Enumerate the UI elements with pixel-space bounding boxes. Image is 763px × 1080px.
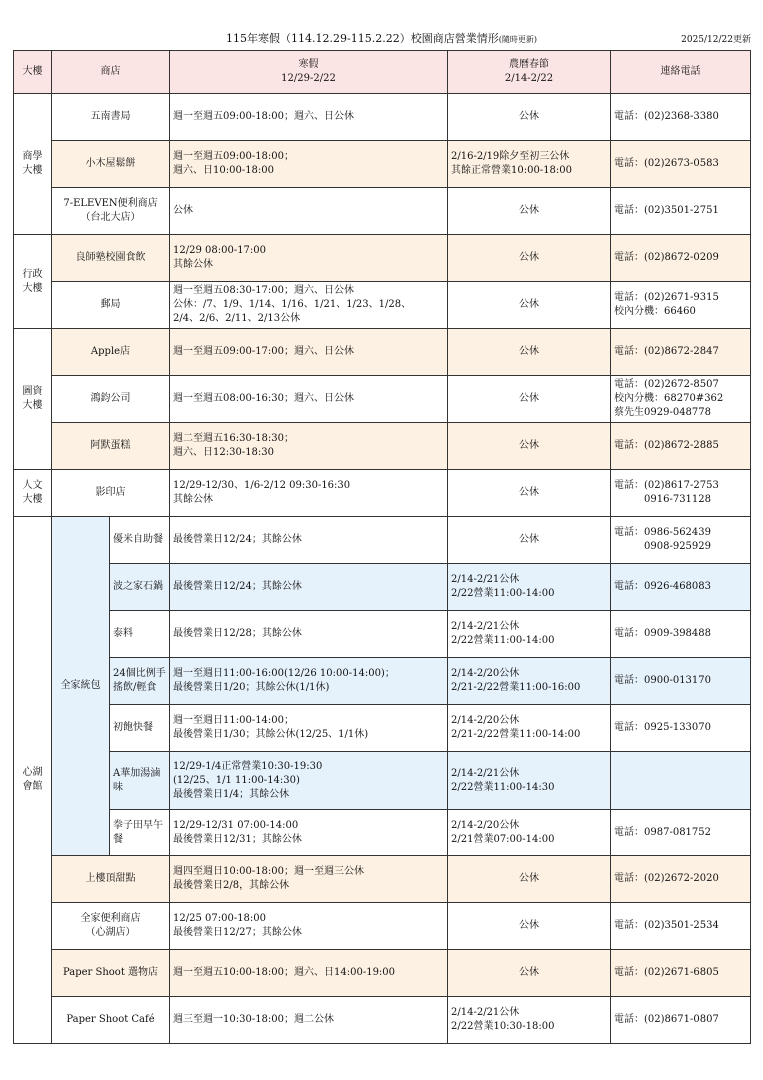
table-row xyxy=(14,188,751,235)
winter-cell: 最後營業日12/24；其餘公休 xyxy=(170,517,448,564)
contact-cell: 電話：(02)8671-0807 xyxy=(611,997,751,1044)
contact-cell: 電話：(02)8672-0209 xyxy=(611,235,751,282)
store-cell: 全家便利商店 （心湖店） xyxy=(52,903,170,950)
lunar-cell: 2/14-2/20公休 2/21營業07:00-14:00 xyxy=(448,810,611,856)
lunar-cell: 公休 xyxy=(448,329,611,376)
lunar-cell: 公休 xyxy=(448,235,611,282)
store-cell: 泰料 xyxy=(110,611,170,658)
store-cell: 五南書局 xyxy=(52,94,170,141)
contact-cell: 電話：(02)2671-6805 xyxy=(611,950,751,997)
winter-cell: 週一至週五08:30-17:00；週六、日公休 公休：/7、1/9、1/14、1/16、1/21、1/23、1/28、 2/4、2/6、2/11、2/13公休 xyxy=(170,282,448,329)
header-row xyxy=(14,51,751,94)
winter-cell: 最後營業日12/28；其餘公休 xyxy=(170,611,448,658)
contact-cell: 電話：(02)2673-0583 xyxy=(611,141,751,188)
winter-cell: 12/29-12/30、1/6-2/12 09:30-16:30 其餘公休 xyxy=(170,470,448,517)
lunar-cell: 2/14-2/21公休 2/22營業11:00-14:00 xyxy=(448,564,611,611)
table-row xyxy=(14,705,751,752)
store-cell: 小木屋鬆餅 xyxy=(52,141,170,188)
table-row xyxy=(14,470,751,517)
contact-cell: 電話：(02)2672-2020 xyxy=(611,856,751,903)
contact-cell: 電話：(02)8617-2753 0916-731128 xyxy=(611,470,751,517)
updated-date: 2025/12/22更新 xyxy=(681,35,751,45)
winter-cell: 12/29-12/31 07:00-14:00 最後營業日12/31；其餘公休 xyxy=(170,810,448,856)
header-lunar: 農曆春節 2/14-2/22 xyxy=(448,51,611,94)
contact-cell: 電話：0900-013170 xyxy=(611,658,751,705)
winter-cell: 週二至週五16:30-18:30； 週六、日12:30-18:30 xyxy=(170,423,448,470)
winter-cell: 週一至週五09:00-17:00；週六、日公休 xyxy=(170,329,448,376)
contact-cell: 電話：0987-081752 xyxy=(611,810,751,856)
lunar-cell: 公休 xyxy=(448,423,611,470)
group-cell: 全家統包 xyxy=(52,517,110,856)
winter-cell: 週四至週日10:00-18:00；週一至週三公休 最後營業日2/8，其餘公休 xyxy=(170,856,448,903)
store-cell: 鴻鈞公司 xyxy=(52,376,170,423)
building-cell: 心湖 會館 xyxy=(14,517,52,1044)
winter-cell: 12/29 08:00-17:00 其餘公休 xyxy=(170,235,448,282)
store-cell: A華加湯滷味 xyxy=(110,752,170,810)
lunar-cell: 公休 xyxy=(448,517,611,564)
contact-cell: 電話：(02)3501-2751 xyxy=(611,188,751,235)
contact-cell: 電話：0926-468083 xyxy=(611,564,751,611)
table-row xyxy=(14,611,751,658)
winter-cell: 12/29-1/4正常營業10:30-19:30 (12/25、1/1 11:00-14:30) 最後營業日1/4；其餘公休 xyxy=(170,752,448,810)
store-cell: Paper Shoot 選物店 xyxy=(52,950,170,997)
header-winter: 寒假 12/29-2/22 xyxy=(170,51,448,94)
table-row xyxy=(14,564,751,611)
winter-cell: 12/25 07:00-18:00 最後營業日12/27；其餘公休 xyxy=(170,903,448,950)
table-row xyxy=(14,282,751,329)
contact-cell: 電話：(02)3501-2534 xyxy=(611,903,751,950)
contact-cell: 電話：(02)8672-2885 xyxy=(611,423,751,470)
header-contact: 連絡電話 xyxy=(611,51,751,94)
lunar-cell: 2/16-2/19除夕至初三公休 其餘正常營業10:00-18:00 xyxy=(448,141,611,188)
table-row xyxy=(14,950,751,997)
contact-cell: 電話：(02)2671-9315 校內分機：66460 xyxy=(611,282,751,329)
table-row xyxy=(14,810,751,856)
building-cell: 人文 大樓 xyxy=(14,470,52,517)
contact-cell: 電話：0909-398488 xyxy=(611,611,751,658)
lunar-cell: 2/14-2/20公休 2/21-2/22營業11:00-16:00 xyxy=(448,658,611,705)
table-row xyxy=(14,517,751,564)
winter-cell: 週一至週五09:00-18:00；週六、日公休 xyxy=(170,94,448,141)
building-cell: 圖資 大樓 xyxy=(14,329,52,470)
table-row xyxy=(14,423,751,470)
contact-cell xyxy=(611,752,751,810)
store-cell: 初飽快餐 xyxy=(110,705,170,752)
winter-cell: 週一至週日11:00-14:00； 最後營業日1/30；其餘公休(12/25、1/1休) xyxy=(170,705,448,752)
header-store: 商店 xyxy=(52,51,170,94)
title-note: (隨時更新) xyxy=(498,35,537,44)
store-cell: Paper Shoot Café xyxy=(52,997,170,1044)
lunar-cell: 公休 xyxy=(448,376,611,423)
contact-cell: 電話：0986-562439 0908-925929 xyxy=(611,517,751,564)
lunar-cell: 2/14-2/20公休 2/21-2/22營業11:00-14:00 xyxy=(448,705,611,752)
lunar-cell: 公休 xyxy=(448,903,611,950)
winter-cell: 週三至週一10:30-18:00；週二公休 xyxy=(170,997,448,1044)
page-title xyxy=(0,30,763,46)
store-cell: 郵局 xyxy=(52,282,170,329)
store-hours-table xyxy=(13,50,751,1044)
building-cell: 行政 大樓 xyxy=(14,235,52,329)
winter-cell: 公休 xyxy=(170,188,448,235)
store-cell: 優米自助餐 xyxy=(110,517,170,564)
store-cell: 拳子田早午餐 xyxy=(110,810,170,856)
store-cell: 7-ELEVEN便利商店 （台北大店） xyxy=(52,188,170,235)
winter-cell: 週一至週五08:00-16:30；週六、日公休 xyxy=(170,376,448,423)
table-row xyxy=(14,658,751,705)
table-row xyxy=(14,376,751,423)
store-cell: 24個比例手搖飲/輕食 xyxy=(110,658,170,705)
contact-cell: 電話：(02)8672-2847 xyxy=(611,329,751,376)
store-cell: Apple店 xyxy=(52,329,170,376)
store-cell: 影印店 xyxy=(52,470,170,517)
winter-cell: 最後營業日12/24；其餘公休 xyxy=(170,564,448,611)
table-row xyxy=(14,752,751,810)
lunar-cell: 公休 xyxy=(448,950,611,997)
building-cell: 商學 大樓 xyxy=(14,94,52,235)
store-cell: 阿默蛋糕 xyxy=(52,423,170,470)
winter-cell: 週一至週日11:00-16:00(12/26 10:00-14:00)； 最後營業日1/20；其餘公休(1/1休) xyxy=(170,658,448,705)
table-row xyxy=(14,997,751,1044)
table-row xyxy=(14,94,751,141)
winter-cell: 週一至週五10:00-18:00；週六、日14:00-19:00 xyxy=(170,950,448,997)
lunar-cell: 公休 xyxy=(448,282,611,329)
table-row xyxy=(14,235,751,282)
lunar-cell: 公休 xyxy=(448,94,611,141)
store-cell: 波之家石鍋 xyxy=(110,564,170,611)
lunar-cell: 2/14-2/21公休 2/22營業11:00-14:30 xyxy=(448,752,611,810)
contact-cell: 電話：(02)2672-8507 校內分機：68270#362 蔡先生0929-048778 xyxy=(611,376,751,423)
contact-cell: 電話：0925-133070 xyxy=(611,705,751,752)
table-row xyxy=(14,141,751,188)
lunar-cell: 2/14-2/21公休 2/22營業10:30-18:00 xyxy=(448,997,611,1044)
lunar-cell: 公休 xyxy=(448,856,611,903)
title-text: 115年寒假（114.12.29-115.2.22）校園商店營業情形 xyxy=(226,32,499,45)
lunar-cell: 公休 xyxy=(448,188,611,235)
table-row xyxy=(14,329,751,376)
table-row xyxy=(14,856,751,903)
lunar-cell: 公休 xyxy=(448,470,611,517)
lunar-cell: 2/14-2/21公休 2/22營業11:00-14:00 xyxy=(448,611,611,658)
winter-cell: 週一至週五09:00-18:00； 週六、日10:00-18:00 xyxy=(170,141,448,188)
table-row xyxy=(14,903,751,950)
contact-cell: 電話：(02)2368-3380 xyxy=(611,94,751,141)
store-cell: 良師塾校園食飲 xyxy=(52,235,170,282)
store-cell: 上樓頂甜點 xyxy=(52,856,170,903)
header-building: 大樓 xyxy=(14,51,52,94)
